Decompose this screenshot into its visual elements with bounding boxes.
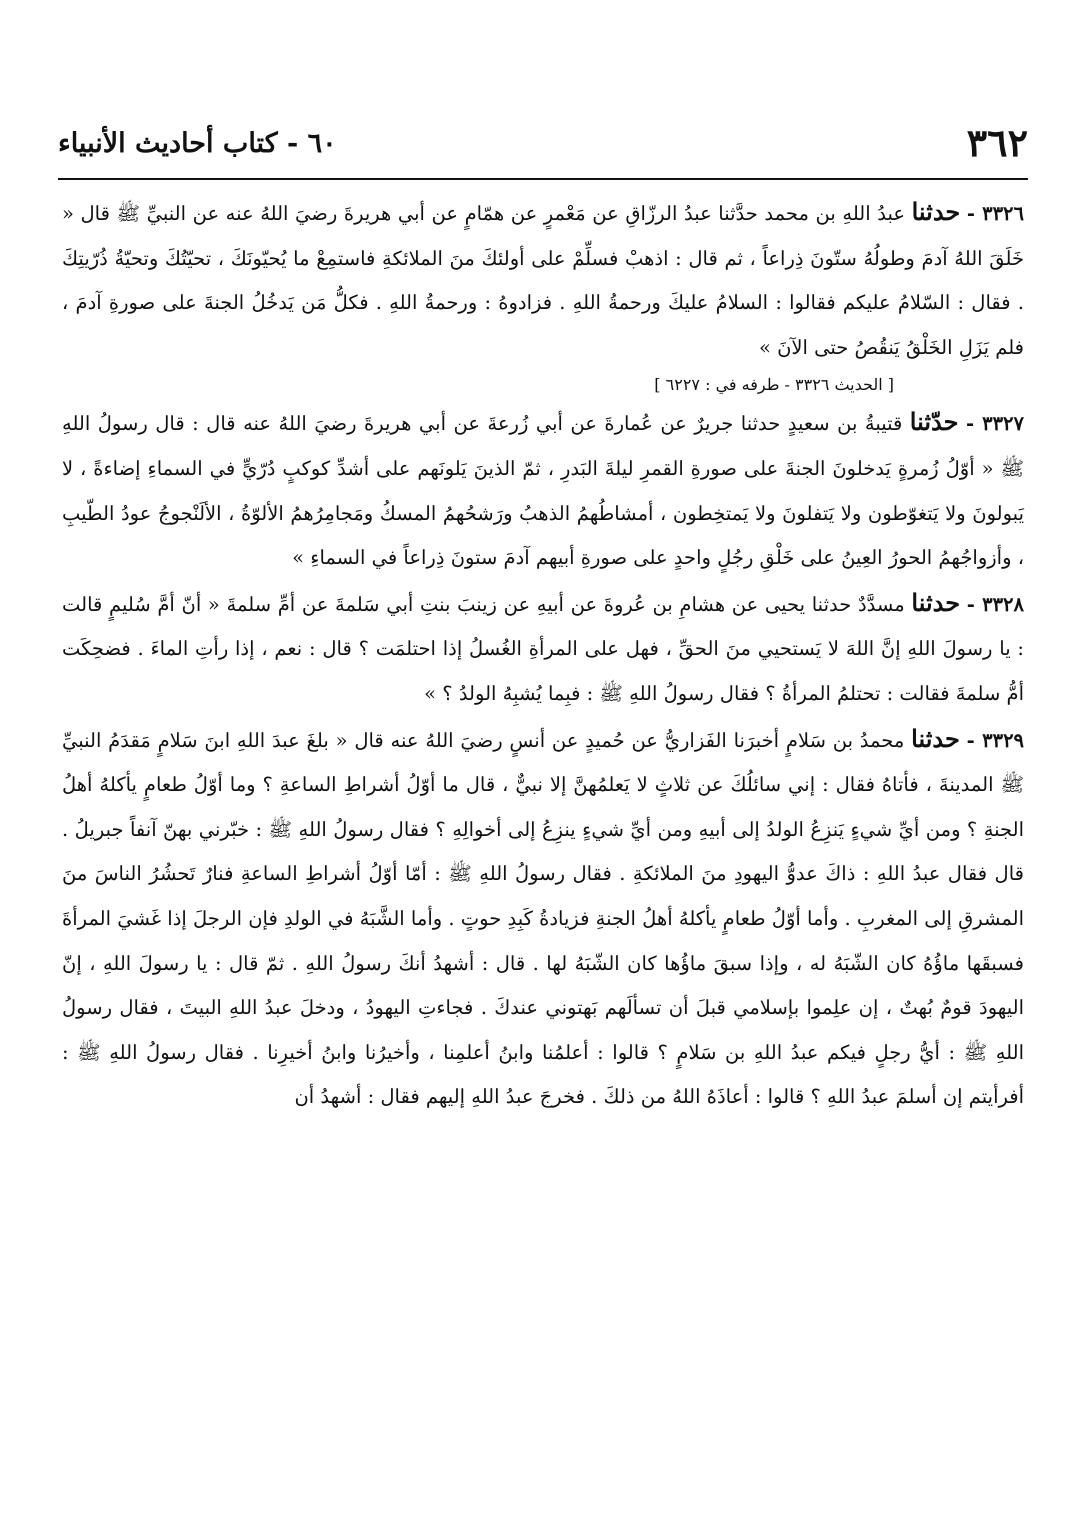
hadith-intro: حدثنا (911, 723, 960, 753)
hadith-3329 (62, 717, 1024, 1120)
hadith-3327 (62, 400, 1024, 580)
hadith-intro: حدثنا (911, 197, 961, 226)
hadith-number: ٣٣٢٧ - (965, 412, 1025, 436)
hadith-number: ٣٣٢٦ - (966, 202, 1024, 225)
hadith-text: قتيبةُ بن سعيدٍ حدثنا جريرٌ عن عُمارةَ عن أبي زُرعةَ عن أبي هريرةَ رضيَ اللهُ عنه قال : قال رسولُ اللهِ ﷺ « أوّلُ زُمرةٍ يَدخلونَ الجنةَ على صورةِ القمرِ ليلةَ البَدرِ ، ثمّ الذينَ يَلونَهم على أشدِّ كوكبٍ دُرّيٍّ في السماءِ إضاءةً ، لا يَبولونَ ولا يَتغوّطون ولا يَتفلونَ ولا يَمتخِطون ، أمشاطُهمُ الذهبُ ورَشحُهمُ المسكُ ومَجامِرُهمُ الألوّةُ ، الألَنْجوجُ عودُ الطّيبِ ، وأزواجُهمُ الحورُ العِينُ على خَلْقِ رجُلٍ واحدٍ على صورةِ أبيهم آدمَ ستونَ ذِراعاً في السماءِ » (62, 412, 1024, 570)
hadith-number: ٣٣٢٨ - (966, 592, 1024, 616)
hadith-3328 (62, 581, 1024, 717)
book-title: ٦٠ - كتاب أحاديث الأنبياء (58, 128, 337, 159)
header-divider (58, 178, 1028, 180)
page-body (62, 190, 1024, 1520)
hadith-intro: حدّثنا (909, 407, 959, 437)
hadith-text: مسدَّدٌ حدثنا يحيى عن هشامِ بن عُروةَ عن أبيهِ عن زينبَ بنتِ أبي سَلمةَ عن أمِّ سلمةَ « أنّ أمَّ سُليمٍ قالت : يا رسولَ اللهِ إنَّ اللهَ لا يَستحيي منَ الحقِّ ، فهل على المرأةِ الغُسلُ إذا احتلمَت ؟ قال : نعم ، إذا رأتِ الماءَ . فضحِكَت أمُّ سلمةَ فقالت : تحتلمُ المرأةُ ؟ فقال رسولُ اللهِ ﷺ : فبِما يُشبِهُ الولدُ ؟ » (62, 592, 1024, 705)
hadith-text: عبدُ اللهِ بن محمد حدَّثنا عبدُ الرزّاقِ عن مَعْمرٍ عن همّامٍ عن أبي هريرةَ رضيَ اللهُ عنه عن النبيِّ ﷺ قال « خَلَقَ اللهُ آدمَ وطولُهُ ستّونَ ذِراعاً ، ثم قال : اذهبْ فسلِّمْ على أولئكَ منَ الملائكةِ فاستمِعْ ما يُحيّونَكَ ، تحيّتُكَ وتحيّةُ ذُرّيتِكَ . فقال : السّلامُ عليكم فقالوا : السلامُ عليكَ ورحمةُ اللهِ . فزادوهُ : ورحمةُ اللهِ . فكلُّ مَن يَدخُلُ الجنةَ على صورةِ آدمَ ، فلم يَزَلِ الخَلْقُ يَنقُصُ حتى الآنَ » (62, 202, 1024, 359)
page-number: ٣٦٢ (966, 120, 1028, 165)
hadith-3326 (62, 190, 1024, 400)
hadith-text: محمدُ بن سَلامٍ أخبرَنا الفَزاريُّ عن حُميدٍ عن أنسٍ رضيَ اللهُ عنه قال « بلغَ عبدَ اللهِ ابنَ سَلامٍ مَقدَمُ النبيِّ ﷺ المدينةَ ، فأتاهُ فقال : إني سائلُكَ عن ثلاثٍ لا يَعلمُهنَّ إلا نبيٌّ ، قال ما أوّلُ أشراطِ الساعةِ ؟ وما أوّلُ طعامٍ يأكلهُ أهلُ الجنةِ ؟ ومن أيِّ شيءٍ يَنزِعُ الولدُ إلى أبيهِ ومن أيِّ شيءٍ ينزِعُ إلى أخوالِهِ ؟ فقال رسولُ اللهِ ﷺ : خبّرني بهنّ آنفاً جبريلُ . قال فقال عبدُ اللهِ : ذاكَ عدوُّ اليهودِ منَ الملائكةِ . فقال رسولُ اللهِ ﷺ : أمّا أوّلُ أشراطِ الساعةِ فنارٌ تَحشُرُ الناسَ منَ المشرقِ إلى المغربِ . وأما أوّلُ طعامٍ يأكلهُ أهلُ الجنةِ فزيادةُ كَبِدِ حوتٍ . وأما الشَّبَهُ في الولدِ فإن الرجلَ إذا غَشيَ المرأةَ فسبقَها ماؤُهُ كان الشّبَهُ له ، وإذا سبقَ ماؤُها كان الشّبَهُ لها . قال : أشهدُ أنكَ رسولُ اللهِ . ثمّ قال : يا رسولَ اللهِ ، إنّ اليهودَ قومٌ بُهتٌ ، إن علِموا بإسلامي قبلَ أن تسألَهم بَهتوني عندكَ . فجاءتِ اليهودُ ، ودخلَ عبدُ اللهِ البيتَ ، فقال رسولُ اللهِ ﷺ : أيُّ رجلٍ فيكم عبدُ اللهِ بن سَلامٍ ؟ قالوا : أعلمُنا وابنُ أعلمِنا ، وأخيرُنا وابنُ أخيرِنا . فقال رسولُ اللهِ ﷺ : أفرأيتم إن أسلمَ عبدُ اللهِ ؟ قالوا : أعاذَهُ اللهُ من ذلكَ . فخرجَ عبدُ اللهِ إليهم فقال : أشهدُ أن (62, 728, 1024, 1109)
hadith-number: ٣٣٢٩ - (966, 728, 1025, 752)
hadith-intro: حدثنا (911, 587, 961, 617)
page-header (58, 118, 1028, 178)
hadith-cross-reference: [ الحديث ٣٣٢٦ - طرفه في : ٦٢٢٧ ] (654, 375, 894, 395)
